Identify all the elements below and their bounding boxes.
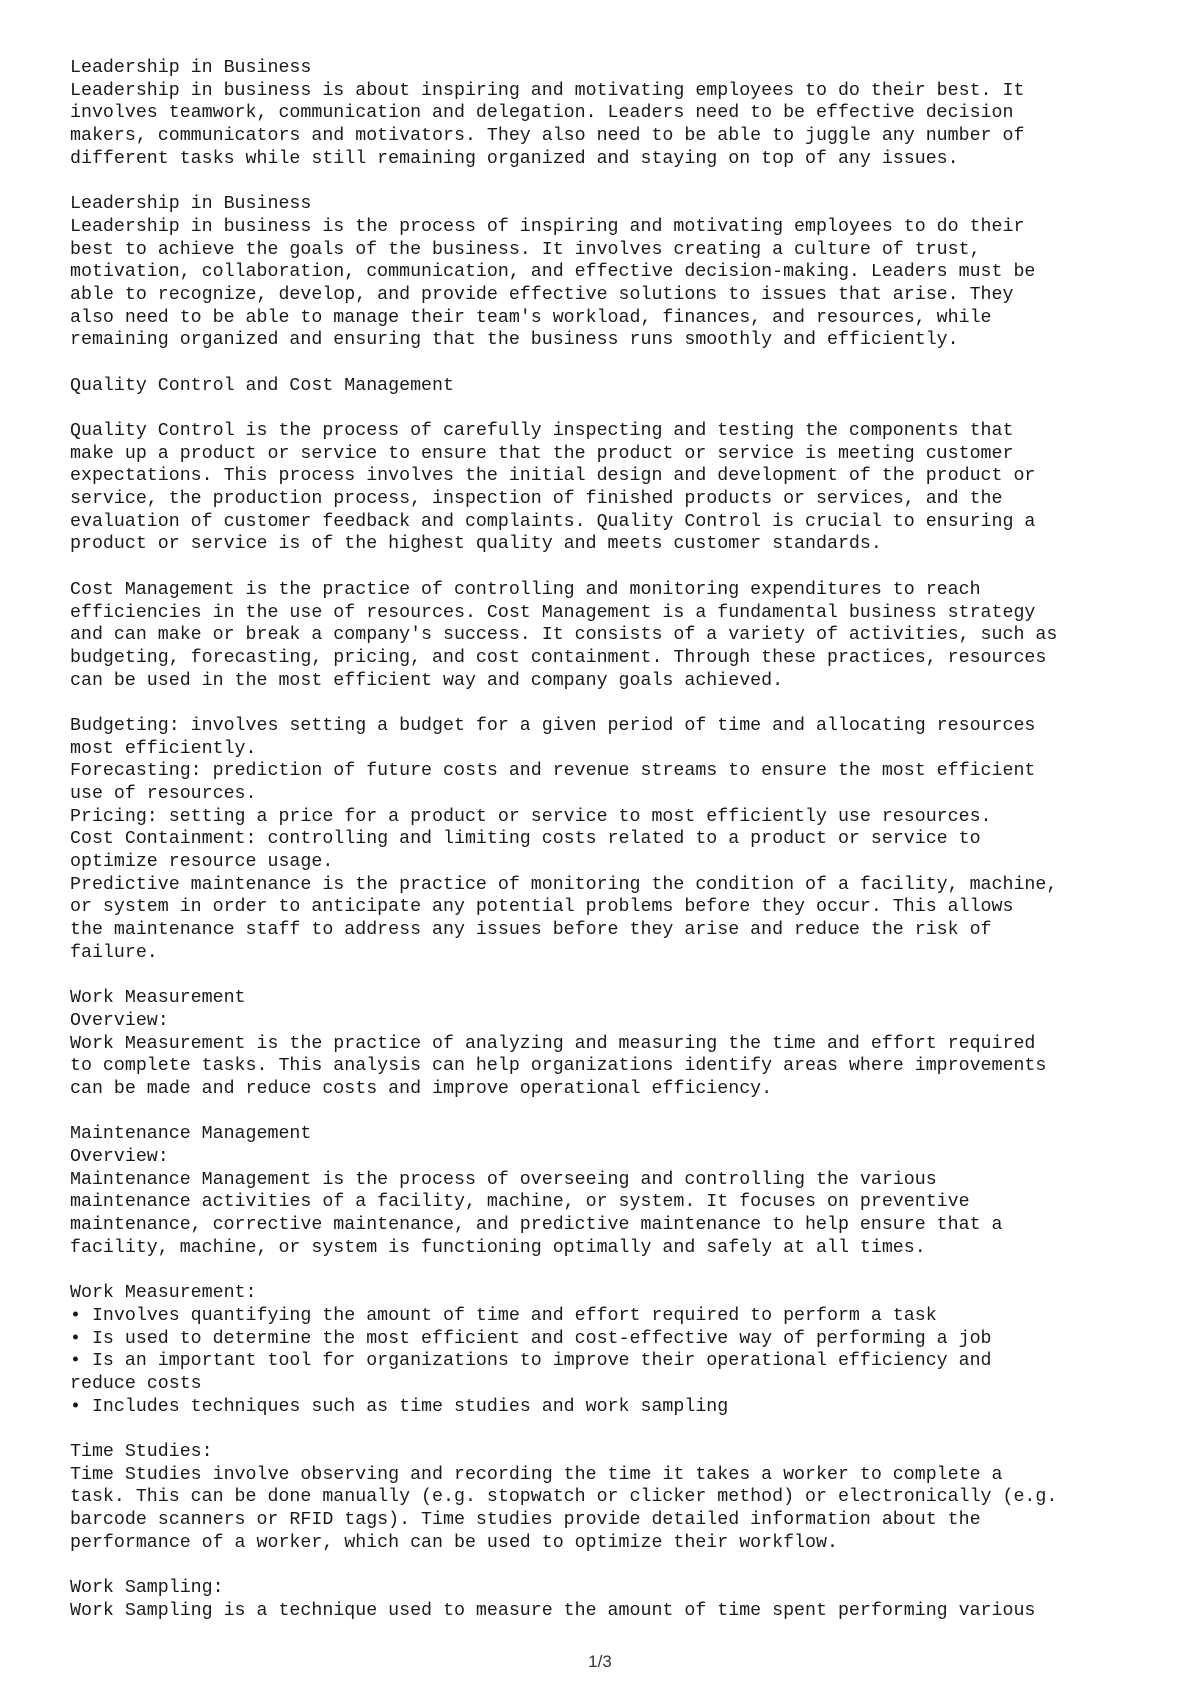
paragraph-gap (70, 1554, 1170, 1577)
text-block (70, 57, 1170, 170)
paragraph-gap (70, 1101, 1170, 1124)
text-line: Leadership in business is the process of inspiring and motivating employees to do their (70, 216, 1025, 237)
text-line: involves teamwork, communication and delegation. Leaders need to be effective decision (70, 103, 1014, 124)
text-line: expectations. This process involves the initial design and development of the product or (70, 466, 1036, 487)
text-line: Leadership in business is about inspiring and motivating employees to do their best. It (70, 80, 1025, 101)
text-line: Work Measurement: (70, 1283, 257, 1304)
text-line: performance of a worker, which can be used to optimize their workflow. (70, 1532, 838, 1553)
text-line: Cost Containment: controlling and limiting costs related to a product or service to (70, 829, 981, 850)
text-block (70, 1577, 1170, 1622)
text-line: to complete tasks. This analysis can help organizations identify areas where improvements (70, 1056, 1047, 1077)
text-line: reduce costs (70, 1373, 202, 1394)
text-line: Pricing: setting a price for a product or service to most efficiently use resources. (70, 806, 992, 827)
text-line: also need to be able to manage their team's workload, finances, and resources, while (70, 307, 992, 328)
text-line: can be used in the most efficient way and company goals achieved. (70, 670, 784, 691)
text-line: Quality Control and Cost Management (70, 375, 454, 396)
text-line: Maintenance Management (70, 1124, 312, 1145)
document-body (70, 57, 1170, 1622)
text-line: Time Studies involve observing and recording the time it takes a worker to complete a (70, 1464, 1003, 1485)
text-line: Work Measurement (70, 988, 246, 1009)
text-line: Maintenance Management is the process of overseeing and controlling the various (70, 1169, 937, 1190)
text-block (70, 715, 1170, 965)
text-block (70, 193, 1170, 352)
text-block (70, 987, 1170, 1100)
text-line: • Involves quantifying the amount of time and effort required to perform a task (70, 1305, 937, 1326)
text-line: Work Measurement is the practice of analyzing and measuring the time and effort required (70, 1033, 1036, 1054)
text-line: Overview: (70, 1010, 169, 1031)
paragraph-gap (70, 397, 1170, 420)
paragraph-gap (70, 1259, 1170, 1282)
text-line: Quality Control is the process of carefully inspecting and testing the components that (70, 421, 1014, 441)
text-line: use of resources. (70, 784, 257, 804)
text-line: Cost Management is the practice of controlling and monitoring expenditures to reach (70, 579, 981, 600)
text-block (70, 579, 1170, 692)
text-block (70, 1282, 1170, 1418)
text-block (70, 1441, 1170, 1554)
text-block (70, 420, 1170, 556)
text-line: facility, machine, or system is functioning optimally and safely at all times. (70, 1237, 926, 1258)
text-line: Forecasting: prediction of future costs and revenue streams to ensure the most efficient (70, 761, 1036, 782)
text-line: • Includes techniques such as time studies and work sampling (70, 1396, 729, 1417)
text-line: failure. (70, 942, 158, 963)
text-line: motivation, collaboration, communication, and effective decision-making. Leaders must be (70, 262, 1036, 283)
text-line: or system in order to anticipate any potential problems before they occur. This allows (70, 897, 1014, 918)
text-line: able to recognize, develop, and provide effective solutions to issues that arise. They (70, 284, 1014, 305)
text-line: optimize resource usage. (70, 852, 334, 873)
text-line: • Is used to determine the most efficient and cost-effective way of performing a job (70, 1328, 992, 1349)
text-line: efficiencies in the use of resources. Cost Management is a fundamental business strategy (70, 602, 1036, 623)
text-line: maintenance, corrective maintenance, and predictive maintenance to help ensure that a (70, 1215, 1003, 1236)
text-line: Leadership in Business (70, 194, 312, 215)
text-line: and can make or break a company's success. It consists of a variety of activities, such as (70, 625, 1058, 646)
text-line: product or service is of the highest quality and meets customer standards. (70, 534, 882, 555)
text-line: Leadership in Business (70, 58, 312, 78)
text-line: task. This can be done manually (e.g. stopwatch or clicker method) or electronically (e.g. (70, 1487, 1058, 1508)
paragraph-gap (70, 1418, 1170, 1441)
text-line: Predictive maintenance is the practice of monitoring the condition of a facility, machine, (70, 874, 1058, 895)
text-line: • Is an important tool for organizations to improve their operational efficiency and (70, 1351, 992, 1372)
text-line: remaining organized and ensuring that the business runs smoothly and efficiently. (70, 330, 959, 351)
text-line: Time Studies: (70, 1441, 213, 1462)
paragraph-gap (70, 965, 1170, 988)
text-line: makers, communicators and motivators. They also need to be able to juggle any number of (70, 126, 1025, 147)
text-line: make up a product or service to ensure that the product or service is meeting customer (70, 443, 1014, 464)
text-line: the maintenance staff to address any issues before they arise and reduce the risk of (70, 920, 992, 941)
text-line: maintenance activities of a facility, machine, or system. It focuses on preventive (70, 1192, 970, 1213)
text-line: budgeting, forecasting, pricing, and cost containment. Through these practices, resources (70, 647, 1047, 668)
paragraph-gap (70, 352, 1170, 375)
text-line: evaluation of customer feedback and complaints. Quality Control is crucial to ensuring a (70, 511, 1036, 532)
text-line: Budgeting: involves setting a budget for a given period of time and allocating resources (70, 715, 1036, 736)
paragraph-gap (70, 170, 1170, 193)
text-block (70, 375, 1170, 398)
text-line: service, the production process, inspection of finished products or services, and the (70, 489, 1003, 510)
text-line: can be made and reduce costs and improve operational efficiency. (70, 1078, 773, 1099)
text-line: most efficiently. (70, 738, 257, 759)
text-line: Work Sampling is a technique used to measure the amount of time spent performing various (70, 1600, 1036, 1621)
text-line: Overview: (70, 1147, 169, 1167)
text-block (70, 1123, 1170, 1259)
paragraph-gap (70, 692, 1170, 715)
text-line: barcode scanners or RFID tags). Time studies provide detailed information about the (70, 1510, 981, 1530)
text-line: Work Sampling: (70, 1578, 224, 1599)
page-number: 1/3 (588, 1652, 612, 1671)
paragraph-gap (70, 556, 1170, 579)
text-line: best to achieve the goals of the business. It involves creating a culture of trust, (70, 239, 981, 260)
text-line: different tasks while still remaining organized and staying on top of any issues. (70, 148, 959, 169)
